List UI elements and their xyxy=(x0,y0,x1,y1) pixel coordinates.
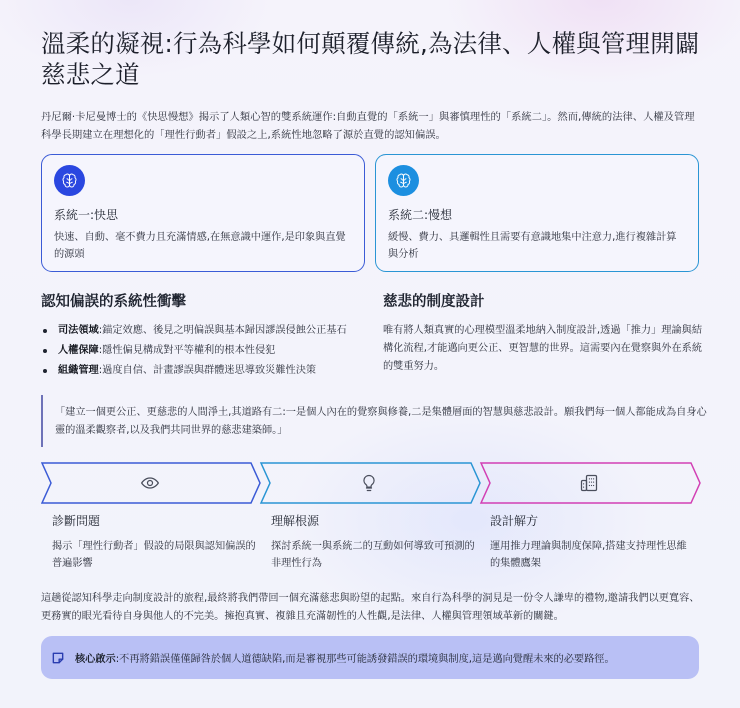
step-title: 設計解方 xyxy=(490,514,539,528)
page-title: 溫柔的凝視:行為科學如何顛覆傳統,為法律、人權與管理開闢慈悲之道 xyxy=(41,29,700,89)
callout-text xyxy=(75,650,615,665)
callout-label: 核心啟示 xyxy=(75,654,116,665)
list-item xyxy=(41,361,371,381)
step-diagnose xyxy=(52,513,257,572)
compassionate-design-paragraph: 唯有將人類真實的心理模型溫柔地納入制度設計,透過「推力」理論與結構化流程,才能邁向更公正、更智慧的世界。這需要內在覺察與外在系統的雙重努力。 xyxy=(383,325,703,372)
section-heading-compassionate-design: 慈悲的制度設計 xyxy=(383,294,485,310)
list-item xyxy=(41,321,371,341)
system-two-card xyxy=(375,154,699,272)
list-item-text: :隱性偏見構成對平等權利的根本性侵犯 xyxy=(98,345,276,356)
bias-impact-list xyxy=(41,321,371,381)
conclusion-paragraph: 這趟從認知科學走向制度設計的旅程,最終將我們帶回一個充滿慈悲與盼望的起點。來自行為科學的洞見是一份令人謙卑的禮物,邀請我們以更寬容、更務實的眼光看待自身與他人的不完美。擁抱真實、複雜且充滿韌性的人性觀,是法律、人權與管理領域革新的關鍵。 xyxy=(41,593,700,622)
list-item-label: 人權保障 xyxy=(58,345,99,356)
step-understand xyxy=(271,513,476,572)
quote-block: 「建立一個更公正、更慈悲的人間淨土,其道路有二:一是個人內在的覺察與修養,二是集體層面的智慧與慈悲設計。願我們每一個人都能成為自身心靈的溫柔觀察者,以及我們共同世界的慈悲建築師。」 xyxy=(41,395,711,447)
card-description: 快速、自動、毫不費力且充滿情感,在無意識中運作,是印象與直覺的源頭 xyxy=(54,232,346,260)
lightbulb-icon xyxy=(359,473,379,493)
callout-body: :不再將錯誤僅僅歸咎於個人道德缺陷,而是審視那些可能誘發錯誤的環境與制度,這是邁向覺醒未來的必要路徑。 xyxy=(115,654,615,665)
list-item-label: 司法領域 xyxy=(58,325,99,336)
step-design xyxy=(490,513,695,572)
brain-icon xyxy=(388,165,419,196)
intro-paragraph: 丹尼爾·卡尼曼博士的《快思慢想》揭示了人類心智的雙系統運作:自動直覺的「系統一」與審慎理性的「系統二」。然而,傳統的法律、人權及管理科學長期建立在理想化的「理性行動者」假設之上,系統性地忽略了源於直覺的認知偏誤。 xyxy=(41,111,695,141)
card-description: 緩慢、費力、具邏輯性且需要有意識地集中注意力,進行複雜計算與分析 xyxy=(388,232,677,260)
step-description: 運用推力理論與制度保障,搭建支持理性思維的集體鷹架 xyxy=(490,541,687,569)
key-insight-callout xyxy=(41,636,699,679)
card-title: 系統一:快思 xyxy=(54,208,119,222)
card-title: 系統二:慢想 xyxy=(388,208,453,222)
process-chevrons xyxy=(41,462,701,504)
brain-icon xyxy=(54,165,85,196)
step-description: 揭示「理性行動者」假設的局限與認知偏誤的普遍影響 xyxy=(52,541,256,569)
list-item-label: 組織管理 xyxy=(58,365,99,376)
step-description: 探討系統一與系統二的互動如何導致可預測的非理性行為 xyxy=(271,541,475,569)
step-title: 理解根源 xyxy=(271,514,320,528)
note-icon xyxy=(51,651,65,665)
buildings-icon xyxy=(579,473,599,493)
section-heading-cognitive-bias: 認知偏誤的系統性衝擊 xyxy=(41,294,186,310)
system-one-card xyxy=(41,154,365,272)
eye-icon xyxy=(140,473,160,493)
list-item xyxy=(41,341,371,361)
step-title: 診斷問題 xyxy=(52,514,101,528)
list-item-text: :過度自信、計畫謬誤與群體迷思導致災難性決策 xyxy=(98,365,317,376)
list-item-text: :錨定效應、後見之明偏誤與基本歸因謬誤侵蝕公正基石 xyxy=(98,325,347,336)
